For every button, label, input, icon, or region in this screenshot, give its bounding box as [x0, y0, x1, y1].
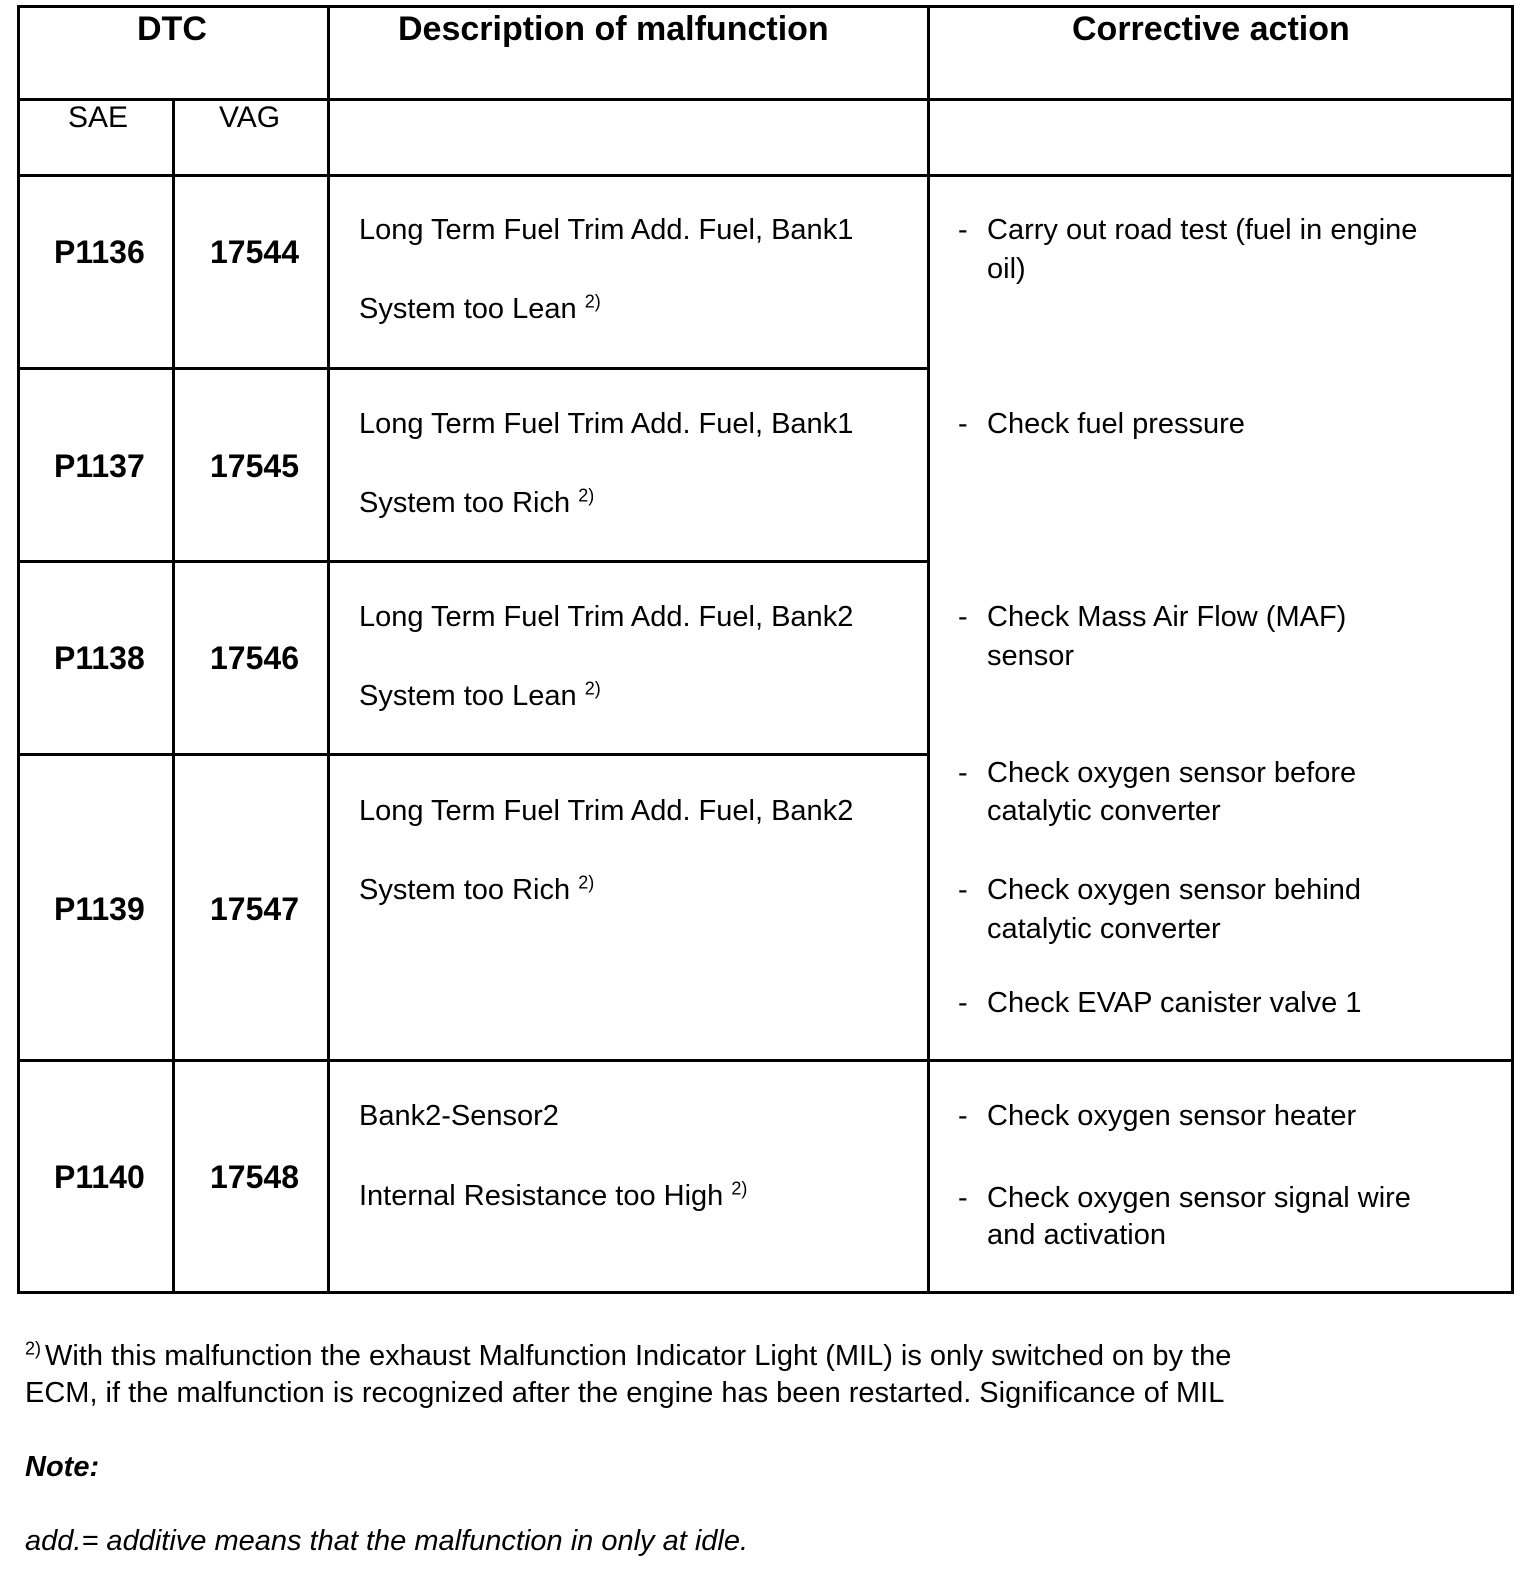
action-line: oil)	[987, 253, 1026, 285]
grid-line	[18, 174, 1514, 177]
footnote-text: With this malfunction the exhaust Malfunction Indicator Light (MIL) is only switched on by the	[45, 1340, 1232, 1372]
bullet-dash: -	[958, 601, 968, 633]
description-line: Long Term Fuel Trim Add. Fuel, Bank2	[359, 601, 854, 633]
description-header: Description of malfunction	[398, 10, 829, 48]
grid-line	[18, 367, 928, 370]
bullet-dash: -	[958, 757, 968, 789]
grid-line	[1511, 5, 1514, 1294]
description-text: System too Lean	[359, 293, 577, 325]
grid-line	[327, 5, 330, 1294]
grid-line	[18, 5, 1514, 8]
action-line: Check oxygen sensor heater	[987, 1100, 1357, 1132]
description-text: System too Rich	[359, 487, 571, 519]
action-line: catalytic converter	[987, 913, 1221, 945]
vag-subheader: VAG	[219, 101, 281, 134]
action-line: and activation	[987, 1219, 1166, 1251]
action-line: catalytic converter	[987, 795, 1221, 827]
sae-code: P1140	[54, 1159, 145, 1195]
grid-line	[18, 560, 928, 563]
description-line	[359, 1178, 748, 1212]
action-line: sensor	[987, 640, 1075, 672]
bullet-dash: -	[958, 1100, 968, 1132]
bullet-dash: -	[958, 214, 968, 246]
description-line: Long Term Fuel Trim Add. Fuel, Bank2	[359, 795, 854, 827]
grid-line	[18, 1059, 1514, 1062]
action-line: Check oxygen sensor behind	[987, 874, 1362, 906]
description-line: Long Term Fuel Trim Add. Fuel, Bank1	[359, 408, 854, 440]
vag-code: 17544	[210, 234, 299, 270]
vag-code: 17545	[210, 448, 299, 484]
bullet-dash: -	[958, 408, 968, 440]
footnote-ref: 2)	[731, 1178, 748, 1199]
footnote-line: ECM, if the malfunction is recognized after the engine has been restarted. Significance of MIL	[25, 1377, 1225, 1409]
sae-code: P1136	[54, 234, 145, 270]
action-line: Check oxygen sensor signal wire	[987, 1182, 1411, 1214]
description-line: Long Term Fuel Trim Add. Fuel, Bank1	[359, 214, 854, 246]
description-line	[359, 291, 601, 325]
note-title: Note:	[25, 1451, 100, 1483]
footnote-ref: 2)	[584, 291, 601, 312]
action-line: Check EVAP canister valve 1	[987, 987, 1362, 1019]
footnote-ref: 2)	[578, 485, 595, 506]
grid-line	[18, 753, 928, 756]
footnote-ref: 2)	[578, 872, 595, 893]
description-text: System too Rich	[359, 874, 571, 906]
grid-line	[17, 5, 20, 1294]
description-line: Bank2-Sensor2	[359, 1100, 559, 1132]
grid-line	[18, 1291, 1514, 1294]
grid-line	[172, 98, 175, 1294]
bullet-dash: -	[958, 1182, 968, 1214]
bullet-dash: -	[958, 874, 968, 906]
description-line	[359, 872, 595, 906]
vag-code: 17547	[210, 891, 299, 927]
action-line: Check Mass Air Flow (MAF)	[987, 601, 1347, 633]
footnote-ref: 2)	[584, 678, 601, 699]
action-header: Corrective action	[1072, 10, 1350, 48]
action-line: Check oxygen sensor before	[987, 757, 1357, 789]
description-text: Internal Resistance too High	[359, 1180, 724, 1212]
vag-code: 17546	[210, 640, 299, 676]
dtc-header: DTC	[137, 10, 207, 48]
action-line: Check fuel pressure	[987, 408, 1245, 440]
action-line: Carry out road test (fuel in engine	[987, 214, 1418, 246]
bullet-dash: -	[958, 987, 968, 1019]
sae-subheader: SAE	[68, 101, 129, 134]
note-text: add.= additive means that the malfunction in only at idle.	[25, 1525, 749, 1557]
grid-line	[927, 5, 930, 1294]
description-text: System too Lean	[359, 680, 577, 712]
description-line	[359, 485, 595, 519]
sae-code: P1137	[54, 448, 145, 484]
description-line	[359, 678, 601, 712]
footnote-marker: 2)	[25, 1338, 42, 1359]
sae-code: P1139	[54, 891, 145, 927]
vag-code: 17548	[210, 1159, 299, 1195]
footnote-line	[25, 1338, 1232, 1372]
sae-code: P1138	[54, 640, 145, 676]
